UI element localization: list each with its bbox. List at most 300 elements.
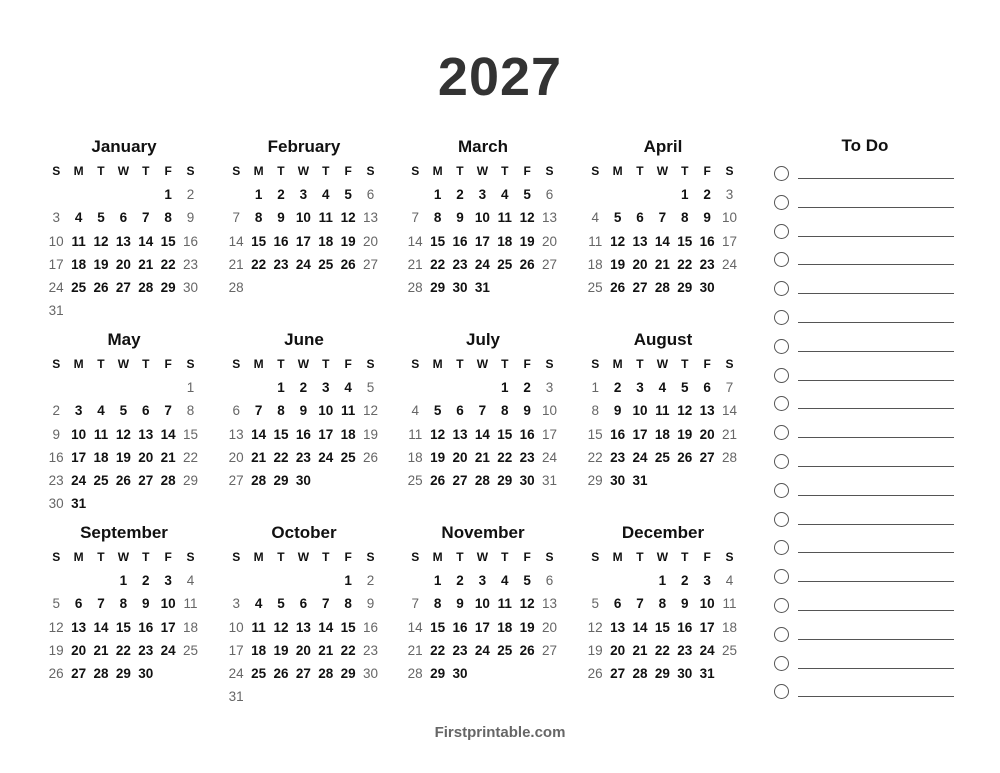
month-name: October (271, 523, 337, 542)
checkbox-circle-icon (774, 368, 789, 383)
day-cell: 3 (545, 380, 554, 395)
day-cell: 2 (277, 187, 285, 202)
day-cell: 26 (587, 666, 603, 682)
day-cell: 6 (613, 596, 622, 612)
month-name: January (91, 137, 157, 156)
day-cell: 16 (699, 233, 715, 249)
day-cell: 16 (363, 619, 379, 635)
day-cell: 27 (452, 473, 468, 489)
day-cell: 14 (228, 233, 244, 249)
todo-item (770, 592, 960, 621)
day-cell: 28 (407, 666, 423, 682)
day-cell: 20 (295, 642, 311, 658)
day-cell: 14 (407, 619, 423, 635)
day-cell: 17 (160, 619, 176, 635)
day-cell: 27 (138, 473, 154, 489)
day-cell: 2 (456, 187, 464, 202)
day-cell: 20 (610, 642, 626, 658)
day-cell: 21 (251, 449, 267, 465)
day-cell: 7 (411, 210, 419, 226)
day-cell: 26 (519, 642, 535, 658)
weekday-header: S (725, 550, 734, 564)
checkbox-circle-icon (774, 569, 789, 584)
weekday-header: S (591, 357, 600, 371)
day-blank (471, 376, 493, 399)
weekday-header: M (612, 164, 623, 178)
day-cell: 17 (228, 642, 244, 658)
day-cell: 30 (295, 473, 311, 489)
day-cell: 28 (722, 449, 738, 465)
checkbox-circle-icon (774, 540, 789, 555)
day-blank (404, 569, 426, 592)
day-cell: 11 (251, 619, 266, 635)
weekday-header: T (277, 164, 285, 178)
day-cell: 7 (254, 403, 263, 419)
todo-line (798, 437, 954, 438)
day-blank (45, 376, 67, 399)
day-cell: 16 (519, 426, 535, 442)
day-cell: 21 (407, 642, 423, 658)
month-november (404, 519, 562, 685)
day-cell: 31 (632, 473, 648, 489)
day-cell: 25 (71, 280, 87, 296)
day-cell: 18 (497, 233, 513, 249)
weekday-header: M (432, 164, 443, 178)
weekday-header-row (225, 352, 383, 376)
checkbox-circle-icon (774, 396, 789, 411)
day-cell: 20 (71, 642, 87, 658)
day-cell: 20 (115, 256, 131, 272)
todo-item (770, 246, 960, 275)
day-cell: 26 (519, 256, 535, 272)
day-cell: 31 (48, 303, 64, 319)
day-cell: 1 (433, 573, 442, 588)
day-blank (247, 569, 269, 592)
day-cell: 30 (610, 473, 626, 489)
weekday-header: S (411, 164, 420, 178)
todo-line (798, 322, 954, 323)
day-cell: 21 (474, 449, 490, 465)
day-blank (426, 376, 448, 399)
todo-item (770, 218, 960, 247)
day-cell: 6 (119, 210, 128, 226)
weekday-header-row (584, 352, 742, 376)
day-cell: 12 (587, 619, 603, 635)
day-cell: 9 (299, 403, 308, 419)
day-cell: 28 (654, 280, 670, 296)
day-cell: 17 (318, 426, 334, 442)
day-cell: 19 (587, 642, 603, 658)
month-name: March (457, 137, 509, 156)
day-cell: 10 (699, 596, 715, 612)
day-cell: 20 (228, 449, 244, 465)
day-cell: 25 (93, 473, 109, 489)
day-cell: 3 (164, 573, 172, 588)
day-grid (225, 376, 383, 492)
day-cell: 30 (48, 496, 64, 512)
weekday-header: T (97, 357, 105, 371)
weekday-header: T (277, 550, 285, 564)
day-cell: 10 (318, 403, 334, 419)
day-cell: 17 (71, 449, 87, 465)
day-cell: 1 (658, 573, 667, 588)
day-blank (315, 569, 337, 592)
day-cell: 18 (93, 449, 109, 465)
day-cell: 6 (545, 573, 554, 588)
checkbox-circle-icon (774, 454, 789, 469)
weekday-header: W (117, 357, 130, 371)
todo-item (770, 390, 960, 419)
day-cell: 13 (452, 426, 468, 442)
day-cell: 19 (519, 619, 535, 635)
todo-item (770, 189, 960, 218)
todo-line (798, 293, 954, 294)
checkbox-circle-icon (774, 224, 789, 239)
month-name: September (80, 523, 168, 542)
weekday-header-row (404, 545, 562, 569)
day-cell: 5 (119, 403, 128, 419)
day-blank (225, 183, 247, 206)
day-cell: 3 (725, 187, 734, 202)
day-cell: 27 (699, 449, 715, 465)
day-cell: 23 (610, 449, 626, 465)
day-cell: 5 (344, 187, 352, 202)
day-cell: 13 (115, 233, 131, 249)
weekday-header: T (142, 357, 150, 371)
day-blank (247, 376, 269, 399)
weekday-header: M (253, 164, 264, 178)
day-blank (90, 376, 112, 399)
month-name: April (643, 137, 683, 156)
day-cell: 25 (318, 256, 334, 272)
day-cell: 26 (340, 256, 356, 272)
day-cell: 5 (52, 596, 60, 612)
todo-line (798, 581, 954, 582)
day-grid (45, 569, 203, 685)
todo-list (770, 132, 960, 707)
day-cell: 15 (115, 619, 131, 635)
day-cell: 21 (407, 256, 423, 272)
weekday-header: F (703, 550, 711, 564)
month-name: July (465, 330, 501, 349)
day-cell: 8 (658, 596, 667, 612)
weekday-header: F (703, 164, 711, 178)
weekday-header-row (225, 159, 383, 183)
day-cell: 14 (251, 426, 267, 442)
weekday-header-row (584, 545, 742, 569)
day-cell: 17 (474, 233, 490, 249)
day-cell: 24 (295, 256, 311, 272)
day-cell: 13 (71, 619, 87, 635)
day-cell: 4 (725, 573, 734, 588)
todo-line (798, 610, 954, 611)
day-cell: 7 (658, 210, 667, 226)
todo-title: To Do (841, 136, 889, 155)
day-blank (606, 183, 628, 206)
day-blank (67, 569, 89, 592)
day-cell: 17 (632, 426, 648, 442)
day-cell: 18 (407, 449, 423, 465)
day-cell: 31 (542, 473, 558, 489)
day-blank (67, 183, 89, 206)
day-cell: 13 (632, 233, 648, 249)
day-cell: 8 (433, 596, 442, 612)
day-cell: 24 (699, 642, 715, 658)
weekday-header: S (545, 357, 554, 371)
day-cell: 15 (654, 619, 670, 635)
month-september (45, 519, 203, 685)
day-cell: 8 (433, 210, 442, 226)
day-cell: 13 (542, 210, 558, 226)
checkbox-circle-icon (774, 483, 789, 498)
day-cell: 9 (366, 596, 375, 612)
weekday-header: T (501, 550, 509, 564)
day-cell: 30 (138, 666, 154, 682)
day-cell: 5 (366, 380, 375, 395)
day-cell: 30 (677, 666, 693, 682)
day-cell: 15 (160, 233, 176, 249)
weekday-header: T (636, 550, 644, 564)
month-july (404, 326, 562, 492)
day-cell: 29 (273, 473, 289, 489)
day-cell: 25 (251, 666, 267, 682)
day-cell: 15 (677, 233, 693, 249)
day-cell: 28 (160, 473, 176, 489)
day-cell: 21 (138, 256, 154, 272)
day-cell: 4 (74, 210, 83, 226)
weekday-header: F (344, 357, 352, 371)
day-cell: 16 (452, 619, 468, 635)
weekday-header: W (297, 357, 310, 371)
day-cell: 21 (160, 449, 176, 465)
weekday-header: S (366, 164, 375, 178)
month-name: May (107, 330, 141, 349)
day-cell: 2 (523, 380, 531, 395)
day-cell: 29 (183, 473, 199, 489)
checkbox-circle-icon (774, 166, 789, 181)
day-cell: 26 (93, 280, 109, 296)
todo-item (770, 621, 960, 650)
day-cell: 17 (474, 619, 490, 635)
day-cell: 25 (183, 642, 199, 658)
day-cell: 27 (295, 666, 311, 682)
day-blank (225, 569, 247, 592)
day-cell: 14 (318, 619, 334, 635)
weekday-header: S (366, 550, 375, 564)
day-cell: 19 (340, 233, 356, 249)
day-cell: 23 (699, 256, 715, 272)
day-cell: 8 (501, 403, 509, 419)
weekday-header: T (681, 164, 689, 178)
day-cell: 7 (97, 596, 105, 612)
day-cell: 12 (519, 210, 535, 226)
weekday-header: M (612, 550, 623, 564)
day-cell: 28 (228, 280, 244, 296)
weekday-header-row (404, 352, 562, 376)
day-cell: 31 (228, 689, 244, 705)
day-blank (404, 376, 426, 399)
day-cell: 4 (344, 380, 352, 395)
day-cell: 5 (277, 596, 285, 612)
day-cell: 18 (340, 426, 356, 442)
day-cell: 5 (523, 573, 531, 588)
day-cell: 5 (591, 596, 599, 612)
day-cell: 1 (433, 187, 442, 202)
day-cell: 22 (115, 642, 131, 658)
day-cell: 30 (699, 280, 715, 296)
weekday-header: T (501, 357, 509, 371)
day-cell: 31 (71, 496, 87, 512)
day-cell: 27 (115, 280, 131, 296)
day-cell: 21 (632, 642, 648, 658)
day-cell: 12 (677, 403, 693, 419)
day-cell: 10 (722, 210, 738, 226)
day-blank (404, 183, 426, 206)
day-cell: 6 (703, 380, 711, 395)
day-cell: 20 (452, 449, 468, 465)
day-blank (90, 183, 112, 206)
day-cell: 16 (677, 619, 693, 635)
weekday-header-row (45, 159, 203, 183)
weekday-header-row (225, 545, 383, 569)
weekday-header: F (344, 550, 352, 564)
day-cell: 12 (273, 619, 289, 635)
day-cell: 23 (48, 473, 64, 489)
day-cell: 5 (681, 380, 689, 395)
day-cell: 17 (699, 619, 715, 635)
day-blank (584, 569, 606, 592)
day-cell: 15 (251, 233, 267, 249)
day-cell: 23 (273, 256, 289, 272)
todo-line (798, 466, 954, 467)
day-cell: 23 (183, 256, 199, 272)
day-cell: 30 (363, 666, 379, 682)
day-cell: 7 (322, 596, 330, 612)
day-cell: 29 (430, 666, 446, 682)
day-cell: 23 (519, 449, 535, 465)
day-cell: 14 (632, 619, 648, 635)
day-cell: 22 (430, 642, 446, 658)
day-cell: 12 (115, 426, 131, 442)
day-cell: 1 (344, 573, 352, 588)
day-grid (584, 569, 742, 685)
day-cell: 26 (677, 449, 693, 465)
day-cell: 10 (228, 619, 244, 635)
todo-line (798, 236, 954, 237)
day-cell: 22 (587, 449, 603, 465)
day-cell: 21 (654, 256, 670, 272)
day-cell: 28 (251, 473, 267, 489)
day-cell: 22 (430, 256, 446, 272)
weekday-header: M (432, 550, 443, 564)
day-cell: 1 (186, 380, 195, 395)
weekday-header: W (476, 164, 489, 178)
day-cell: 21 (318, 642, 334, 658)
day-cell: 19 (115, 449, 131, 465)
weekday-header: F (703, 357, 711, 371)
day-grid (45, 183, 203, 323)
day-cell: 24 (722, 256, 738, 272)
day-cell: 19 (677, 426, 693, 442)
day-cell: 10 (474, 596, 490, 612)
day-blank (135, 183, 157, 206)
weekday-header: S (411, 357, 420, 371)
day-cell: 10 (71, 426, 87, 442)
day-grid (584, 183, 742, 299)
day-cell: 11 (497, 210, 512, 226)
day-cell: 1 (277, 380, 285, 395)
weekday-header: T (456, 550, 464, 564)
day-blank (651, 183, 673, 206)
checkbox-circle-icon (774, 656, 789, 671)
day-cell: 16 (273, 233, 289, 249)
weekday-header: S (725, 357, 734, 371)
day-cell: 13 (610, 619, 626, 635)
day-cell: 24 (542, 449, 558, 465)
weekday-header: S (52, 550, 61, 564)
day-cell: 3 (636, 380, 644, 395)
day-cell: 24 (228, 666, 244, 682)
day-cell: 22 (160, 256, 176, 272)
month-may (45, 326, 203, 516)
day-cell: 9 (523, 403, 531, 419)
checkbox-circle-icon (774, 684, 789, 699)
weekday-header: S (186, 550, 195, 564)
day-cell: 6 (456, 403, 464, 419)
day-grid (584, 376, 742, 492)
todo-line (798, 351, 954, 352)
day-cell: 29 (160, 280, 176, 296)
day-cell: 22 (654, 642, 670, 658)
weekday-header: S (545, 164, 554, 178)
weekday-header: F (164, 164, 172, 178)
day-cell: 3 (52, 210, 60, 226)
weekday-header: S (186, 164, 195, 178)
day-cell: 2 (52, 403, 60, 419)
checkbox-circle-icon (774, 598, 789, 613)
day-cell: 3 (478, 187, 487, 202)
weekday-header: F (523, 357, 531, 371)
todo-item (770, 534, 960, 563)
day-cell: 8 (119, 596, 128, 612)
day-cell: 13 (138, 426, 154, 442)
checkbox-circle-icon (774, 512, 789, 527)
day-blank (135, 376, 157, 399)
day-cell: 1 (119, 573, 128, 588)
day-cell: 12 (48, 619, 64, 635)
day-cell: 5 (97, 210, 105, 226)
day-cell: 3 (232, 596, 240, 612)
weekday-header: T (456, 357, 464, 371)
day-cell: 25 (497, 256, 513, 272)
day-cell: 15 (587, 426, 603, 442)
day-cell: 8 (277, 403, 285, 419)
day-cell: 10 (474, 210, 490, 226)
day-cell: 23 (677, 642, 693, 658)
todo-line (798, 264, 954, 265)
day-cell: 16 (452, 233, 468, 249)
day-cell: 8 (186, 403, 195, 419)
day-cell: 12 (519, 596, 535, 612)
day-cell: 23 (363, 642, 379, 658)
weekday-header: T (681, 550, 689, 564)
day-blank (606, 569, 628, 592)
day-cell: 2 (613, 380, 622, 395)
day-cell: 9 (456, 210, 464, 226)
day-blank (157, 376, 179, 399)
weekday-header: T (142, 164, 150, 178)
todo-line (798, 207, 954, 208)
